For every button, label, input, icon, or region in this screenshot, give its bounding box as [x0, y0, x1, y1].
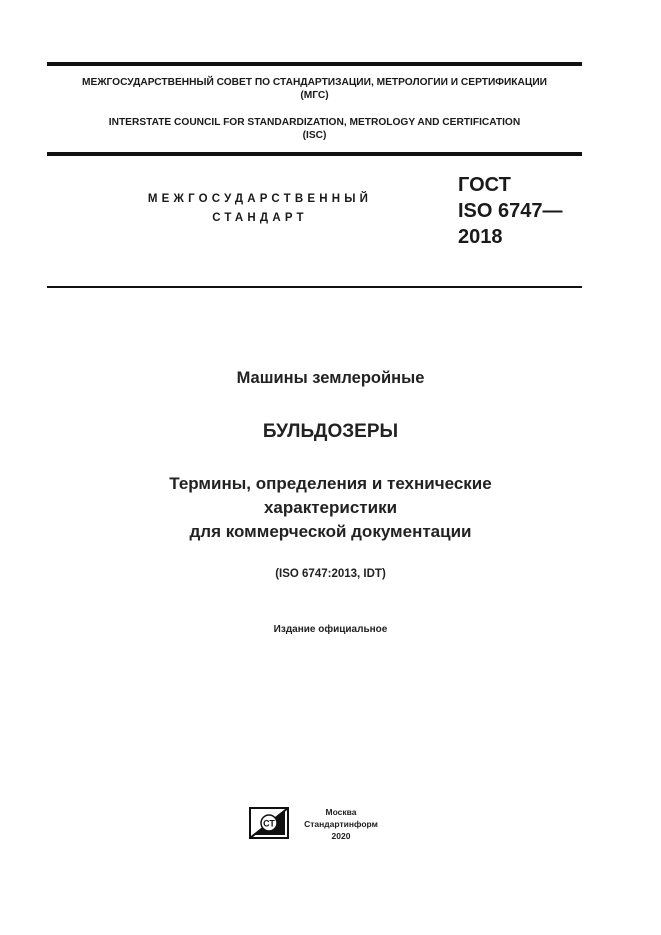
title-main: БУЛЬДОЗЕРЫ — [262, 421, 399, 442]
standartinform-logo-icon — [249, 807, 289, 839]
council-name-en-line1: INTERSTATE COUNCIL FOR STANDARDIZATION, METROLOGY AND CERTIFICATION — [108, 117, 521, 128]
subtitle-line2: характеристики — [263, 498, 398, 517]
middle-rule — [47, 152, 582, 156]
council-name-ru-line1: МЕЖГОСУДАРСТВЕННЫЙ СОВЕТ ПО СТАНДАРТИЗАЦИИ, МЕТРОЛОГИИ И СЕРТИФИКАЦИИ — [82, 77, 547, 88]
title-subtitle — [0, 472, 661, 544]
logo-text: СТ — [263, 818, 275, 829]
top-rule — [47, 62, 582, 66]
publisher-year: 2020 — [331, 831, 351, 841]
publisher-city: Москва — [325, 807, 357, 817]
subtitle-line1: Термины, определения и технические — [169, 474, 492, 493]
standard-designation — [458, 172, 563, 250]
standard-type-line2: СТАНДАРТ — [212, 212, 308, 224]
title-category: Машины землеройные — [236, 369, 425, 387]
standard-type-label — [110, 190, 410, 228]
bottom-rule — [47, 286, 582, 288]
standard-type-line1: МЕЖГОСУДАРСТВЕННЫЙ — [147, 193, 373, 205]
gost-line2: ISO 6747— — [458, 200, 563, 222]
council-abbr-en: (ISC) — [302, 130, 327, 141]
gost-line3: 2018 — [458, 226, 503, 248]
council-abbr-ru: (МГС) — [300, 90, 329, 101]
council-name-en — [47, 116, 582, 142]
council-name-ru — [47, 76, 582, 102]
edition-note: Издание официальное — [273, 624, 388, 635]
publisher-block — [296, 806, 386, 842]
publisher-name: Стандартинформ — [304, 819, 378, 829]
subtitle-line3: для коммерческой документации — [189, 522, 472, 541]
gost-line1: ГОСТ — [458, 174, 511, 196]
iso-reference: (ISO 6747:2013, IDT) — [275, 568, 386, 580]
